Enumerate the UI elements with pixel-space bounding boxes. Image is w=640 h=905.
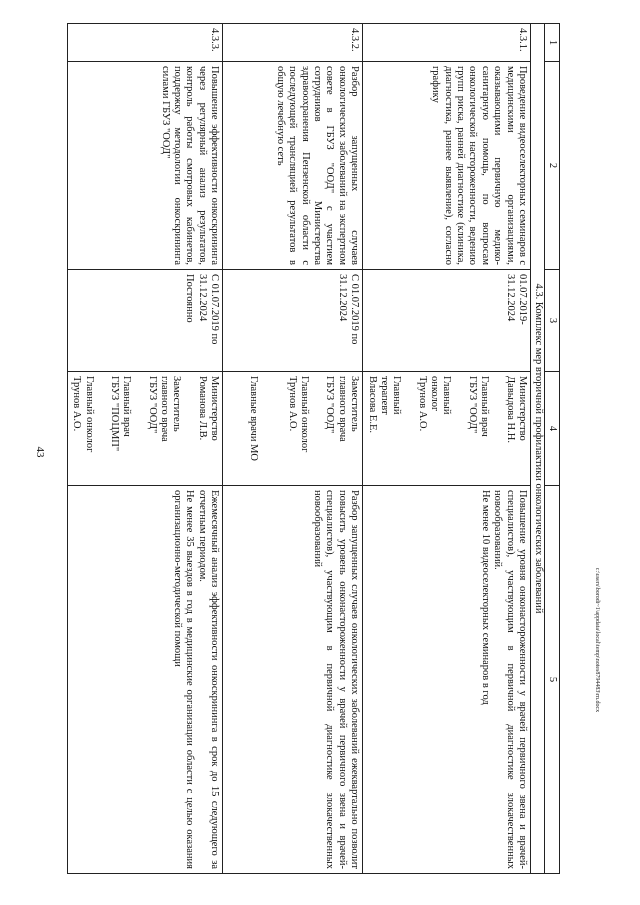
cell-line: Главный онколог: [299, 376, 311, 453]
page-number: 43: [34, 446, 46, 458]
table-row: [223, 24, 363, 874]
activity-cell: Разбор запущенных случаев онкологических заболеваний на экспертном совете в ГБУЗ "ООД" с участием сотрудников Министерства здравоохранения Пензенской области с последующей трансляцией результатов в общую лечебную сеть: [223, 62, 363, 270]
cell-line: ГБУЗ "ООД": [146, 376, 158, 434]
column-number: 2: [545, 62, 560, 270]
column-number: 3: [545, 270, 560, 372]
cell-line: Давыдова Н.Н.: [504, 376, 516, 443]
cell-line: Романова Л.В.: [196, 376, 208, 441]
rotated-table-container: [70, 23, 560, 873]
row-number: 4.3.1.: [363, 24, 531, 62]
responsible-cell: [223, 372, 363, 486]
cell-line: Заместитель: [349, 376, 361, 432]
cell-line: Не менее 10 видеоселекторных семинаров в год: [479, 490, 491, 705]
column-number: 1: [545, 24, 560, 62]
footer-file-path: c:\users\borodi~1\appdata\local\temp\notes8794483\rn.docx: [594, 567, 600, 713]
cell-line: Власова Е.Е.: [366, 376, 378, 433]
activity-cell: Проведение видеоселекторных семинаров с медицинскими организациями, оказывающими первичную медико-санитарную помощь, по вопросам онкологической настороженности, ведению групп риска, ранней диагностике (клиника, диагностика, раннее выявление), согласно графику: [363, 62, 531, 270]
cell-line: [183, 376, 196, 481]
cell-line: Не менее 35 выездов в год в медицинские организации области с целью оказания организационно-методической помощи: [172, 490, 196, 869]
cell-line: главного врача: [336, 376, 348, 442]
cell-line: Главный: [441, 376, 453, 415]
row-number: 4.3.2.: [223, 24, 363, 62]
cell-line: [453, 376, 466, 481]
column-number: 5: [545, 486, 560, 874]
cell-line: Ежемесячный анализ эффективности онкоскрининга в срок до 15 следующего за отчетным периодом.: [196, 490, 221, 869]
cell-line: главного врача: [159, 376, 171, 442]
cell-line: онколог: [429, 376, 441, 412]
section-title-row: [531, 24, 545, 874]
cell-line: [272, 376, 285, 481]
table-row: [363, 24, 531, 874]
cell-line: Главный врач: [479, 376, 491, 437]
cell-line: терапевт: [379, 376, 390, 415]
cell-line: Трунов А.О.: [286, 376, 298, 432]
column-number: 4: [545, 372, 560, 486]
responsible-cell: [363, 372, 531, 486]
cell-line: ГБУЗ "ПОЦМП": [109, 376, 120, 452]
cell-line: Главный: [391, 376, 403, 415]
cell-line: Повышение уровня онконастороженности у врачей первичного звена и врачей-специалистов), участвующим в первичной диагностике злокачественных новообразований.: [492, 490, 528, 869]
cell-line: Трунов А.О.: [416, 376, 428, 432]
cell-line: Главный онколог: [83, 376, 95, 453]
row-number: 4.3.3.: [67, 24, 222, 62]
table-row: [67, 24, 222, 874]
cell-line: [259, 376, 272, 481]
result-cell: [67, 486, 222, 874]
cell-line: Разбор запущенных случаев онкологических заболеваний ежеквартально позволит повысить уровень онконастороженности у врачей первичного звена и врачей-специалистов), участвующим в первичной диагностике злокачественных новообразований: [312, 490, 361, 869]
cell-line: [95, 376, 108, 481]
responsible-cell: [67, 372, 222, 486]
cell-line: ГБУЗ "ООД": [466, 376, 478, 434]
section-title: 4.3. Комплекс мер вторичной профилактики онкологических заболеваний: [531, 24, 545, 874]
cell-line: [490, 376, 503, 481]
period-cell: С 01.07.2019 по 31.12.2024: [223, 270, 363, 372]
period-cell: С 01.07.2019 по 31.12.2024 Постоянно: [67, 270, 222, 372]
cell-line: ГБУЗ "ООД": [324, 376, 336, 434]
column-number-row: [545, 24, 560, 874]
activity-cell: Повышение эффективности онкоскрининга через регулярный анализ результатов, контроль работы смотровых кабинетов, поддержку методологии онкоскрининга силами ГБУЗ "ООД": [67, 62, 222, 270]
result-cell: [223, 486, 363, 874]
cell-line: [310, 376, 323, 481]
cell-line: Главные врачи МО: [248, 376, 260, 461]
cell-line: Заместитель: [171, 376, 183, 432]
cell-line: Главный врач: [121, 376, 133, 437]
cell-line: Министерство: [517, 376, 528, 441]
cell-line: [402, 376, 415, 481]
period-cell: 01.07.2019-31.12.2024: [363, 270, 531, 372]
cell-line: Трунов А.О.: [71, 376, 83, 432]
cell-line: [132, 376, 145, 481]
result-cell: [363, 486, 531, 874]
cell-line: Министерство: [209, 376, 221, 441]
measures-table: [67, 23, 560, 874]
